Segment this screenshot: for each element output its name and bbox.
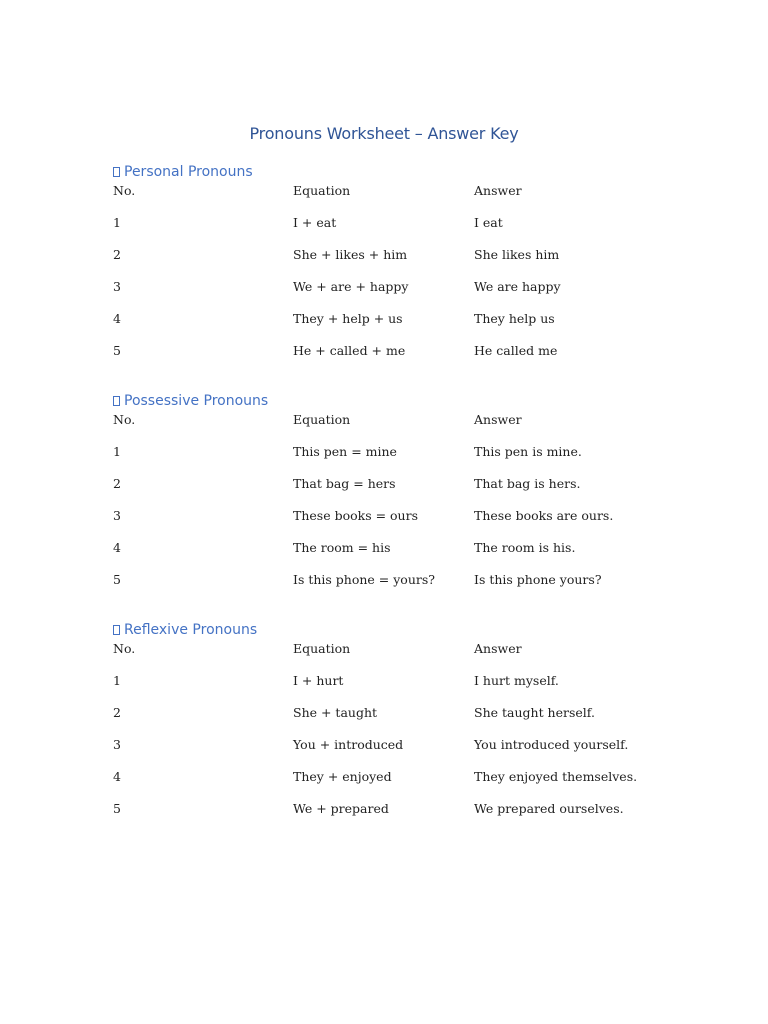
row-number: 5 [113,343,121,358]
row-equation: We + are + happy [293,279,409,294]
row-equation: I + hurt [293,673,344,688]
row-answer: I eat [474,215,503,230]
section-heading-label: Possessive Pronouns [124,393,269,409]
row-number: 5 [113,801,121,816]
table-row [113,801,673,833]
table-row [113,311,673,343]
row-answer: They enjoyed themselves. [474,769,638,784]
section-heading [113,619,673,641]
table-row [113,247,673,279]
row-answer: She likes him [474,247,560,262]
row-equation: Is this phone = yours? [293,572,435,587]
row-number: 5 [113,572,121,587]
row-answer: You introduced yourself. [474,737,629,752]
row-equation: I + eat [293,215,337,230]
row-number: 2 [113,476,121,491]
row-number: 1 [113,444,121,459]
column-header-no: No. [113,641,136,656]
table-row [113,673,673,705]
row-equation: She + likes + him [293,247,408,262]
row-answer: These books are ours. [474,508,614,523]
table-row [113,737,673,769]
row-answer: The room is his. [474,540,576,555]
table-row [113,279,673,311]
column-header-no: No. [113,412,136,427]
row-equation: That bag = hers [293,476,396,491]
table-row [113,343,673,375]
row-answer: They help us [474,311,555,326]
table-row [113,444,673,476]
column-header-equation: Equation [293,641,351,656]
row-number: 4 [113,311,121,326]
column-header-equation: Equation [293,183,351,198]
row-answer: We are happy [474,279,561,294]
column-header-no: No. [113,183,136,198]
row-answer: She taught herself. [474,705,595,720]
row-number: 3 [113,737,121,752]
table-row [113,476,673,508]
row-equation: They + enjoyed [293,769,392,784]
row-number: 1 [113,215,121,230]
section-heading [113,390,673,412]
row-answer: I hurt myself. [474,673,559,688]
column-header-answer: Answer [474,412,522,427]
row-number: 3 [113,508,121,523]
row-number: 1 [113,673,121,688]
row-answer: He called me [474,343,558,358]
row-answer: This pen is mine. [474,444,582,459]
row-equation: These books = ours [293,508,418,523]
row-equation: She + taught [293,705,378,720]
row-equation: They + help + us [293,311,403,326]
section-personal-pronouns [113,161,673,375]
column-header-answer: Answer [474,641,522,656]
row-answer: That bag is hers. [474,476,581,491]
table-row [113,705,673,737]
section-heading-label: Personal Pronouns [124,164,253,180]
column-header-equation: Equation [293,412,351,427]
table-row [113,769,673,801]
row-equation: We + prepared [293,801,389,816]
table-row [113,215,673,247]
row-answer: We prepared ourselves. [474,801,624,816]
section-heading [113,161,673,183]
row-number: 3 [113,279,121,294]
row-number: 4 [113,540,121,555]
row-number: 2 [113,705,121,720]
table-row [113,540,673,572]
row-answer: Is this phone yours? [474,572,602,587]
row-number: 2 [113,247,121,262]
row-equation: He + called + me [293,343,406,358]
section-reflexive-pronouns [113,619,673,833]
row-equation: This pen = mine [293,444,397,459]
missing-glyph-icon [113,396,120,406]
table-header-row [113,412,673,444]
table-header-row [113,641,673,673]
table-row [113,572,673,604]
row-number: 4 [113,769,121,784]
table-row [113,508,673,540]
missing-glyph-icon [113,167,120,177]
column-header-answer: Answer [474,183,522,198]
section-heading-label: Reflexive Pronouns [124,622,258,638]
row-equation: You + introduced [293,737,404,752]
missing-glyph-icon [113,625,120,635]
row-equation: The room = his [293,540,391,555]
section-possessive-pronouns [113,390,673,604]
table-header-row [113,183,673,215]
page-title: Pronouns Worksheet – Answer Key [249,124,519,143]
